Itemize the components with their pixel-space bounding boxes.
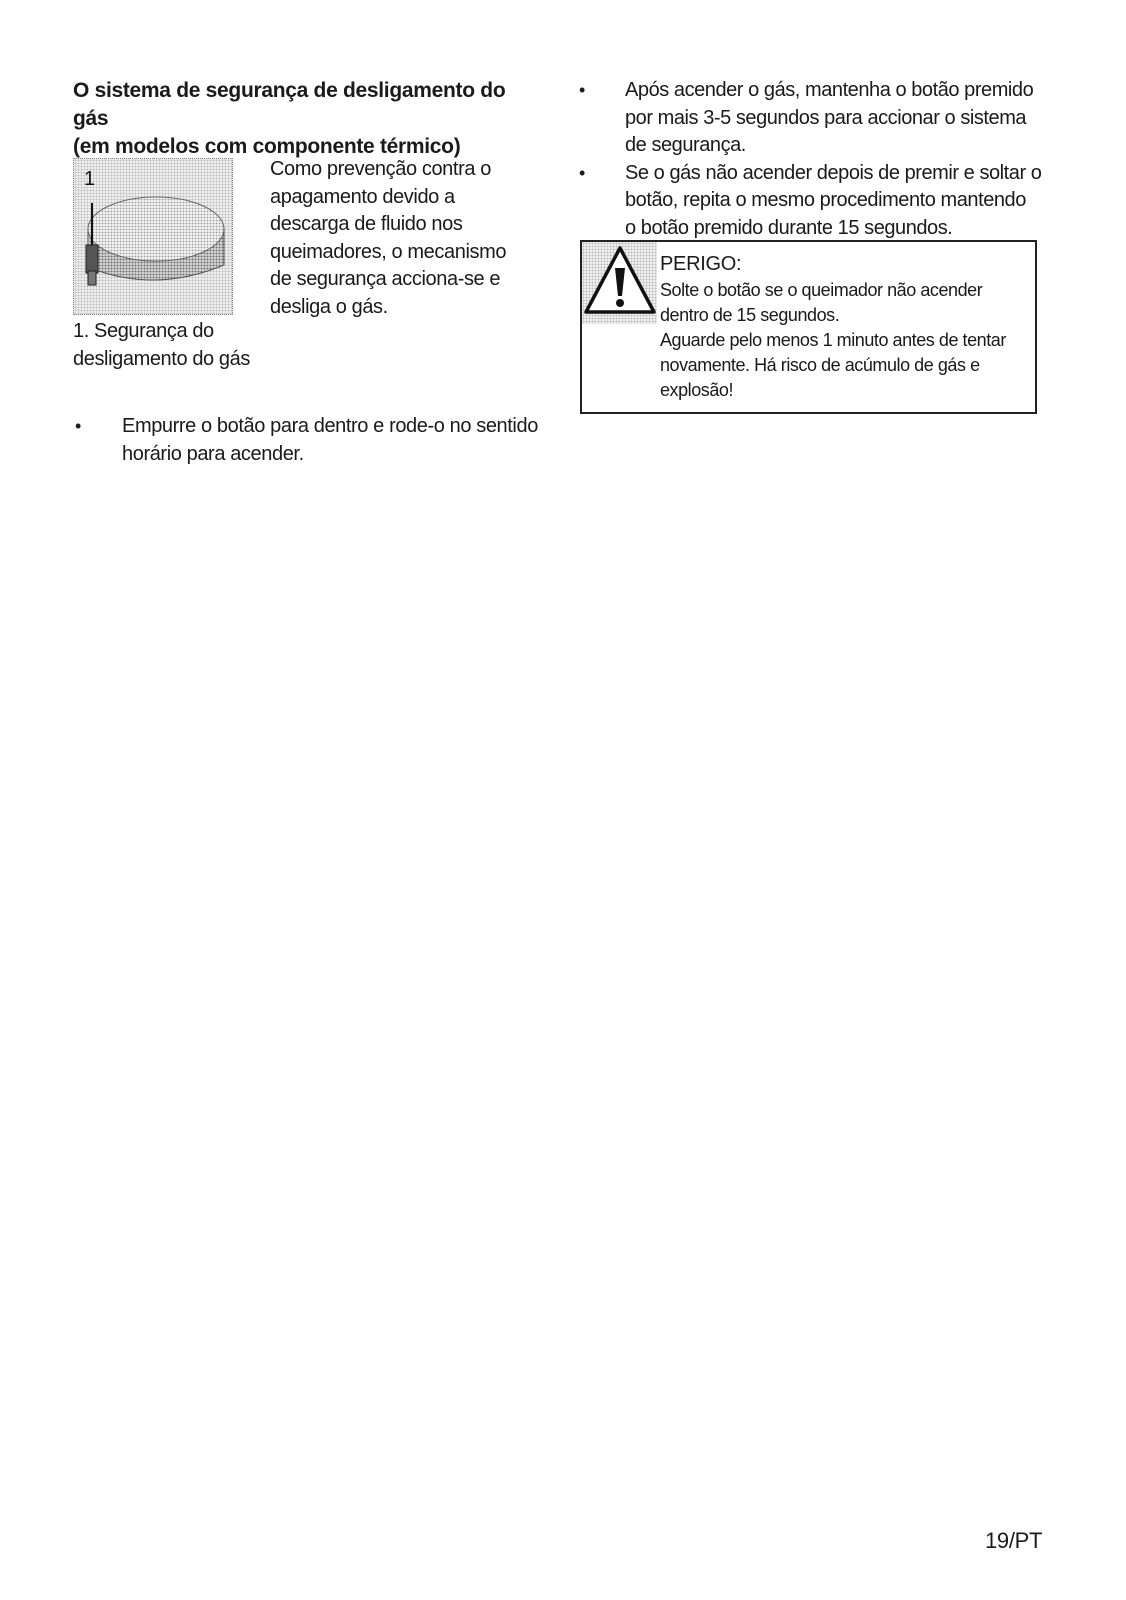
list-item-line: Se o gás não acender depois de premir e soltar o (625, 161, 1042, 184)
section-heading-line-1: O sistema de segurança de desligamento do gás (73, 79, 506, 130)
figure-caption (73, 317, 273, 373)
bullet-icon: • (579, 162, 585, 183)
burner-cap-illustration (74, 159, 232, 314)
description-line: queimadores, o mecanismo (270, 240, 507, 263)
warning-triangle-icon (582, 242, 657, 324)
instruction-list-left (73, 412, 553, 468)
figure-callout-number: 1 (84, 168, 96, 190)
description-line: Como prevenção contra o (270, 158, 491, 180)
section-heading (73, 77, 543, 161)
warning-line: novamente. Há risco de acúmulo de gás e (660, 355, 980, 375)
warning-text (660, 278, 1032, 403)
list-item-line: horário para acender. (122, 443, 304, 465)
warning-icon-area (582, 242, 657, 324)
warning-line: dentro de 15 segundos. (660, 305, 840, 325)
description-line: descarga de fluido nos (270, 213, 463, 235)
section-heading-line-2: (em modelos com componente térmico) (73, 135, 461, 158)
figure-caption-line-2: desligamento do gás (73, 348, 250, 370)
safety-description (270, 156, 540, 321)
list-item-line: por mais 3-5 segundos para accionar o sistema (625, 106, 1027, 129)
list-item-line: o botão premido durante 15 segundos. (625, 216, 953, 239)
warning-line: explosão! (660, 380, 734, 400)
description-line: apagamento devido a (270, 185, 455, 208)
warning-title: PERIGO: (660, 253, 742, 275)
bullet-icon: • (579, 80, 585, 100)
bullet-icon: • (75, 416, 81, 436)
list-item-line: Empurre o botão para dentro e rode-o no sentido (122, 415, 538, 437)
danger-warning-box (580, 240, 1037, 414)
warning-line: Solte o botão se o queimador não acender (660, 280, 983, 300)
burner-safety-figure (73, 158, 233, 315)
list-item-line: botão, repita o mesmo procedimento mantendo (625, 189, 1026, 211)
list-item (73, 412, 553, 468)
list-item-line: de segurança. (625, 134, 746, 156)
list-item (577, 77, 1057, 160)
list-item (577, 160, 1057, 243)
warning-line: Aguarde pelo menos 1 minuto antes de tentar (660, 330, 1006, 350)
page-number: 19/PT (985, 1528, 1043, 1553)
figure-caption-line-1: 1. Segurança do (73, 320, 214, 342)
instruction-list-right (577, 77, 1057, 242)
list-item-line: Após acender o gás, mantenha o botão premido (625, 79, 1034, 101)
description-line: desliga o gás. (270, 295, 388, 318)
description-line: de segurança acciona-se e (270, 268, 501, 290)
